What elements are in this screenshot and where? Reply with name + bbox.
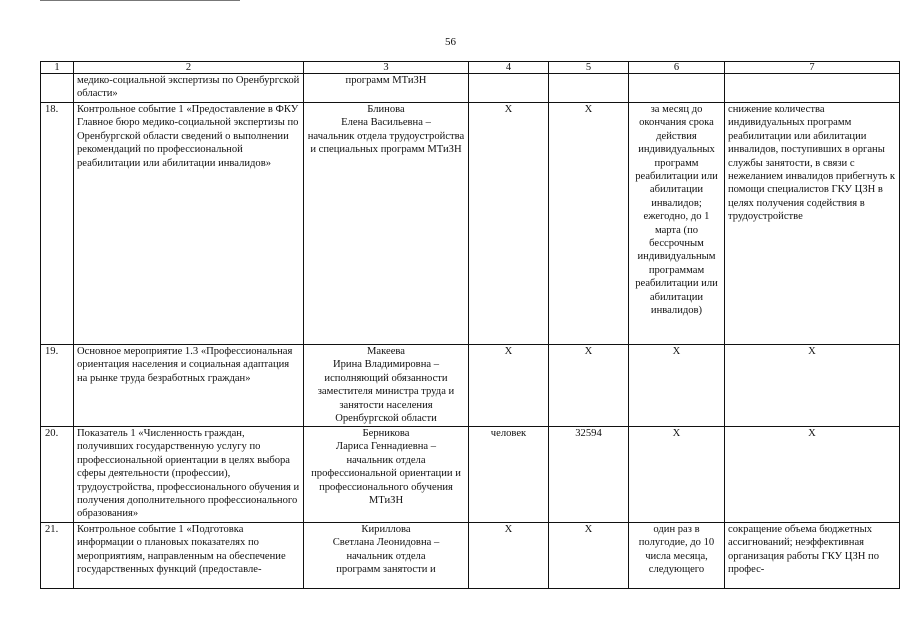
unit: человек (469, 427, 549, 523)
responsible: Берникова Лариса Геннадиевна – начальник отдела профессиональной ориентации и профессионального обучения МТиЗН (304, 427, 469, 523)
table-row (41, 345, 900, 427)
responsible: программ МТиЗН (304, 74, 469, 103)
consequence (725, 74, 900, 103)
row-number: 20. (41, 427, 74, 523)
col-header-5: 5 (549, 62, 629, 74)
table-row (41, 103, 900, 345)
consequence: сокращение объема бюджетных ассигнований; неэффективная организация работы ГКУ ЦЗН по профес- (725, 523, 900, 589)
value: X (549, 523, 629, 589)
deadline: X (629, 427, 725, 523)
row-number: 18. (41, 103, 74, 345)
value: 32594 (549, 427, 629, 523)
col-header-7: 7 (725, 62, 900, 74)
unit: X (469, 345, 549, 427)
responsible: Блинова Елена Васильевна – начальник отдела трудоустройства и специальных программ МТиЗН (304, 103, 469, 345)
event-name: Показатель 1 «Численность граждан, получивших государственную услугу по профессиональной ориентации в целях выбора сферы деятельности (профессии), трудоустройства, профессионального обучения и получения дополнительного профессионального образования» (74, 427, 304, 523)
page-number: 56 (445, 36, 456, 48)
table-row (41, 427, 900, 523)
row-number: 21. (41, 523, 74, 589)
column-number-row (41, 62, 900, 74)
deadline: один раз в полугодие, до 10 числа месяца, следующего (629, 523, 725, 589)
col-header-4: 4 (469, 62, 549, 74)
deadline: X (629, 345, 725, 427)
value (549, 74, 629, 103)
deadline: за месяц до окончания срока действия индивидуальных программ реабилитации или абилитации инвалидов; ежегодно, до 1 марта (по бессрочным индивидуальным программам реабилитации или абилитации инвалидов) (629, 103, 725, 345)
top-rule (40, 0, 240, 1)
event-name: Контрольное событие 1 «Предоставление в ФКУ Главное бюро медико-социальной экспертизы по Оренбургской области сведений о выполнении рекомендаций по профессиональной реабилитации или абилитации инвалидов» (74, 103, 304, 345)
col-header-1: 1 (41, 62, 74, 74)
plan-table (40, 61, 900, 589)
event-name: медико-социальной экспертизы по Оренбургской области» (74, 74, 304, 103)
row-number: 19. (41, 345, 74, 427)
deadline (629, 74, 725, 103)
col-header-2: 2 (74, 62, 304, 74)
value: X (549, 103, 629, 345)
consequence: X (725, 345, 900, 427)
col-header-3: 3 (304, 62, 469, 74)
row-number (41, 74, 74, 103)
responsible: Кириллова Светлана Леонидовна – начальник отдела программ занятости и (304, 523, 469, 589)
table-row (41, 74, 900, 103)
table-row (41, 523, 900, 589)
consequence: X (725, 427, 900, 523)
event-name: Основное мероприятие 1.3 «Профессиональная ориентация населения и социальная адаптация на рынке труда безработных граждан» (74, 345, 304, 427)
responsible: Макеева Ирина Владимировна – исполняющий обязанности заместителя министра труда и занятости населения Оренбургской области (304, 345, 469, 427)
unit: X (469, 523, 549, 589)
unit (469, 74, 549, 103)
col-header-6: 6 (629, 62, 725, 74)
value: X (549, 345, 629, 427)
consequence: снижение количества индивидуальных программ реабилитации или абилитации инвалидов, поступивших в органы службы занятости, в связи с нежеланием инвалидов прибегнуть к помощи специалистов ГКУ ЦЗН в целях получения содействия в трудоустройстве (725, 103, 900, 345)
unit: X (469, 103, 549, 345)
event-name: Контрольное событие 1 «Подготовка информации о плановых показателях по мероприятиям, направленным на обеспечение государственных функций (предоставле- (74, 523, 304, 589)
